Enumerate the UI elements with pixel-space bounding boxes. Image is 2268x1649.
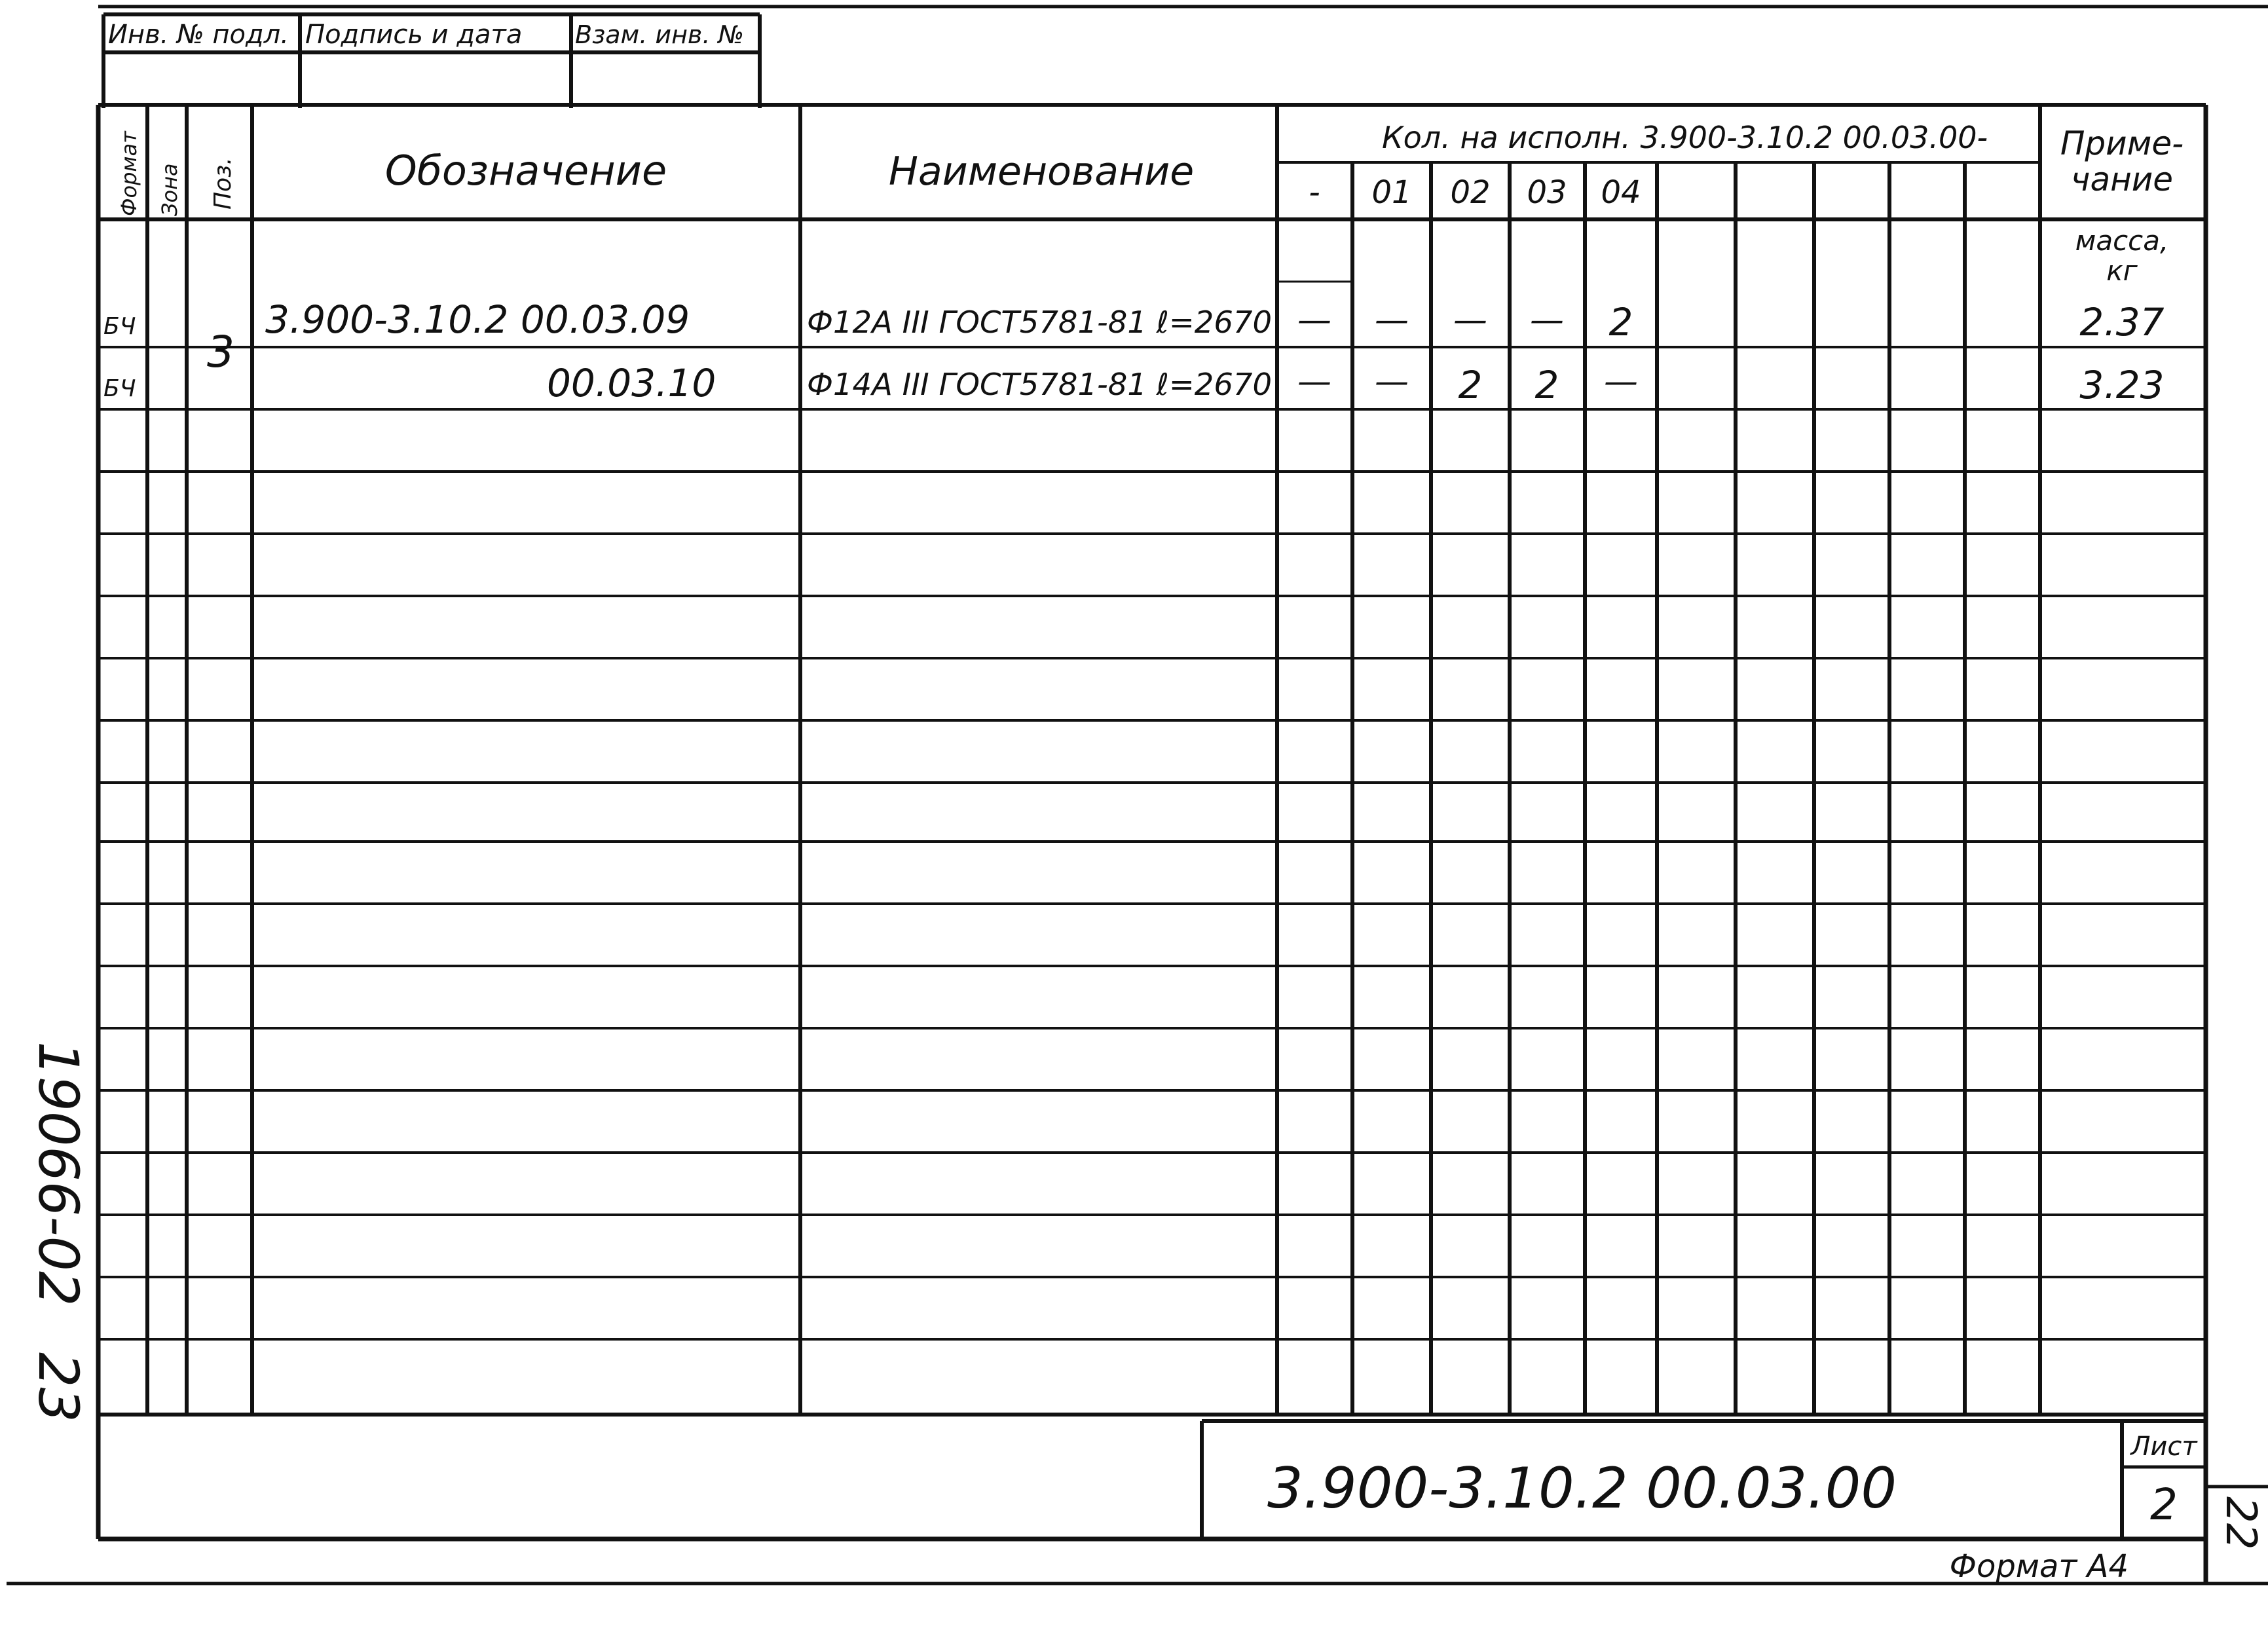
row-qty: — <box>1604 362 1638 401</box>
row-name: Ф14А III ГОСТ5781-81 ℓ=2670 <box>807 367 1272 402</box>
margin-vertical-page: 23 <box>26 1352 90 1422</box>
header-qty-title: Кол. на исполн. 3.900-3.10.2 00.03.00- <box>1382 120 1988 155</box>
side-strip-header: Подпись и дата <box>305 20 523 50</box>
row-note: 3.23 <box>2079 363 2165 407</box>
variant-header: 04 <box>1601 174 1641 211</box>
row-note: 2.37 <box>2079 300 2165 344</box>
row-format: БЧ <box>103 375 136 402</box>
row-qty: — <box>1453 301 1487 340</box>
variant-header: 02 <box>1450 174 1491 211</box>
side-strip-header: Взам. инв. № <box>575 20 745 49</box>
row-qty: 2 <box>1608 300 1633 344</box>
row-qty: 2 <box>1534 363 1559 407</box>
stamp-doc-number: 3.900-3.10.2 00.03.00 <box>1267 1456 1897 1521</box>
row-pos: 3 <box>207 327 234 377</box>
variant-header: 03 <box>1527 174 1567 211</box>
row-designation: 3.900-3.10.2 00.03.09 <box>265 297 690 342</box>
row-format: БЧ <box>103 313 136 340</box>
row-qty: — <box>1297 301 1331 340</box>
header-designation: Обозначение <box>384 147 667 195</box>
side-strip-header: Инв. № подл. <box>108 20 289 50</box>
row-qty: — <box>1375 362 1409 401</box>
stamp-sheet-label: Лист <box>2130 1432 2197 1462</box>
margin-page-number: 22 <box>2216 1496 2265 1550</box>
stamp-sheet-number: 2 <box>2150 1479 2178 1530</box>
row-qty: — <box>1375 301 1409 340</box>
header-format: Формат <box>117 131 141 216</box>
row-qty: — <box>1297 362 1331 401</box>
footer-format-label: Формат А4 <box>1949 1548 2129 1585</box>
header-pos: Поз. <box>210 157 236 210</box>
variant-header: - <box>1309 174 1320 211</box>
row-qty: 2 <box>1458 363 1483 407</box>
header-mass: масса, кг <box>2075 225 2169 287</box>
header-zone: Зона <box>157 163 182 216</box>
variant-header: 01 <box>1371 174 1412 211</box>
row-name: Ф12А III ГОСТ5781-81 ℓ=2670 <box>807 305 1272 340</box>
header-note: Приме-чание <box>2060 124 2184 198</box>
row-qty: — <box>1530 301 1564 340</box>
header-name: Наименование <box>888 149 1195 195</box>
margin-vertical-code: 19066-02 <box>26 1041 90 1306</box>
row-designation: 00.03.10 <box>547 361 716 405</box>
